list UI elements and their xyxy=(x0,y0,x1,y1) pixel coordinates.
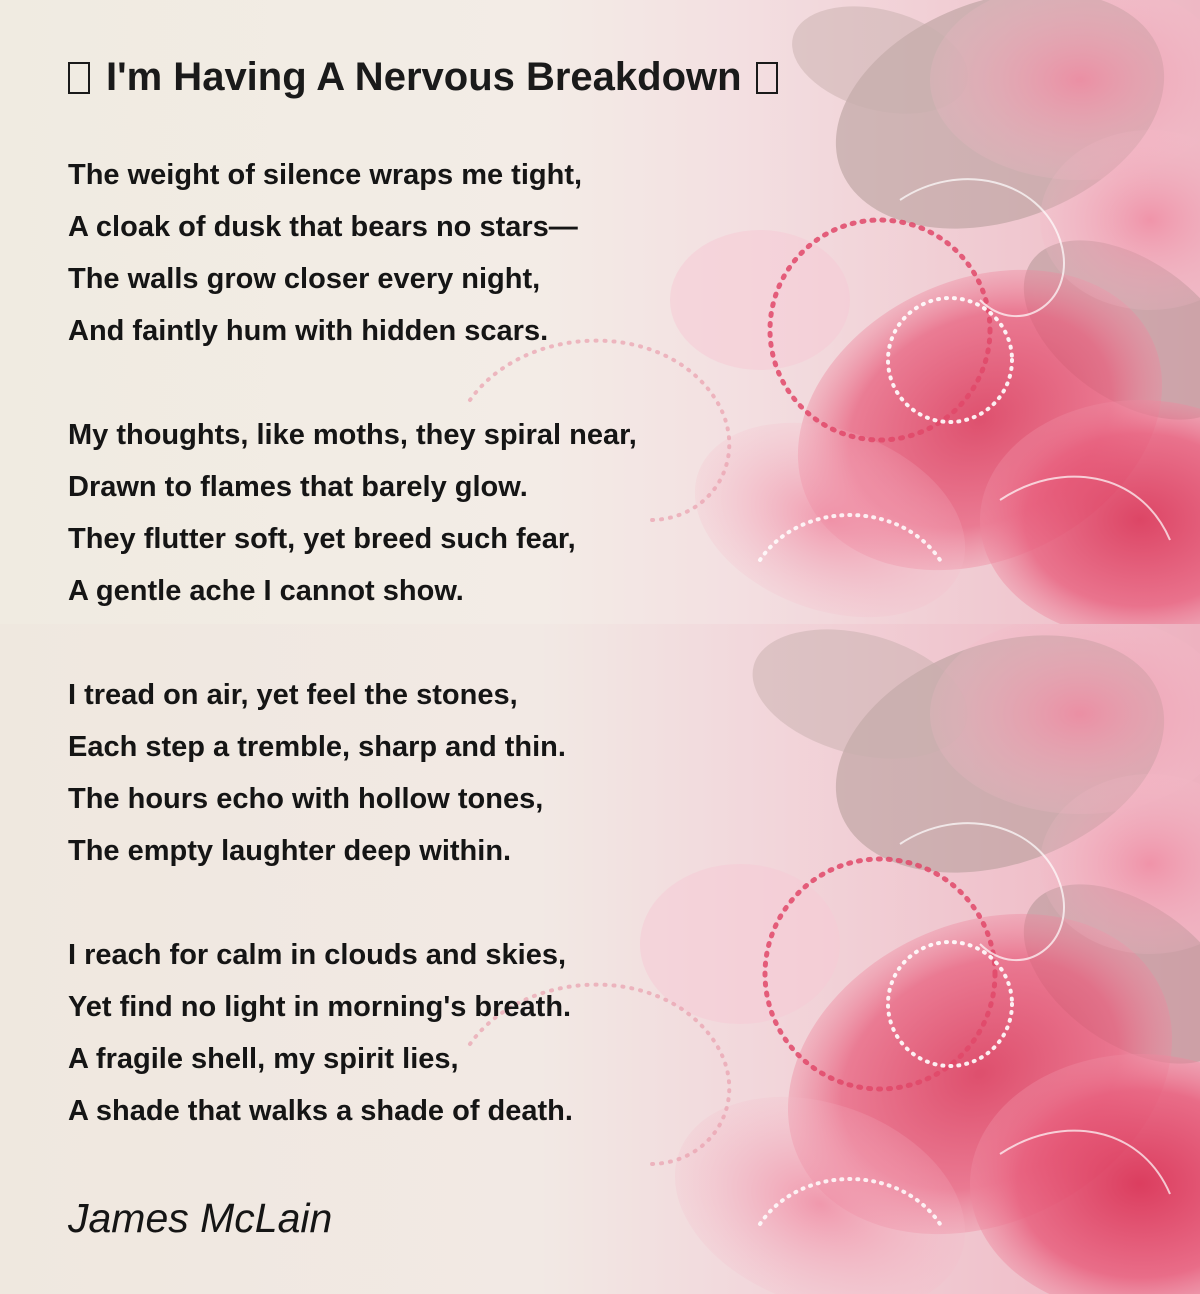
poem-line: A cloak of dusk that bears no stars— xyxy=(68,211,578,243)
poem-line: And faintly hum with hidden scars. xyxy=(68,315,549,347)
poem-line: Each step a tremble, sharp and thin. xyxy=(68,731,566,763)
poem-body xyxy=(68,149,637,1189)
poem-line: My thoughts, like moths, they spiral near, xyxy=(68,419,637,451)
poem-stanza xyxy=(68,929,637,1137)
poem-author: James McLain xyxy=(68,1195,333,1241)
poem-line: The weight of silence wraps me tight, xyxy=(68,159,583,191)
poem-title: I'm Having A Nervous Breakdown xyxy=(106,55,742,99)
poem-line: A gentle ache I cannot show. xyxy=(68,575,464,607)
poem-stanza xyxy=(68,409,637,617)
poem-line: Yet find no light in morning's breath. xyxy=(68,991,572,1023)
poem-title-heading xyxy=(68,52,778,102)
poem-stanza xyxy=(68,149,637,357)
poem-line: A fragile shell, my spirit lies, xyxy=(68,1043,459,1075)
poem-line: They flutter soft, yet breed such fear, xyxy=(68,523,576,555)
poem-line: Drawn to flames that barely glow. xyxy=(68,471,528,503)
unrendered-glyph-icon xyxy=(756,62,778,94)
poem-line: I reach for calm in clouds and skies, xyxy=(68,939,567,971)
poem-line: The empty laughter deep within. xyxy=(68,835,512,867)
poem-line: I tread on air, yet feel the stones, xyxy=(68,679,518,711)
poem-line: The hours echo with hollow tones, xyxy=(68,783,544,815)
unrendered-glyph-icon xyxy=(68,62,90,94)
poem-line: A shade that walks a shade of death. xyxy=(68,1095,573,1127)
poem-line: The walls grow closer every night, xyxy=(68,263,541,295)
poem-stanza xyxy=(68,669,637,877)
